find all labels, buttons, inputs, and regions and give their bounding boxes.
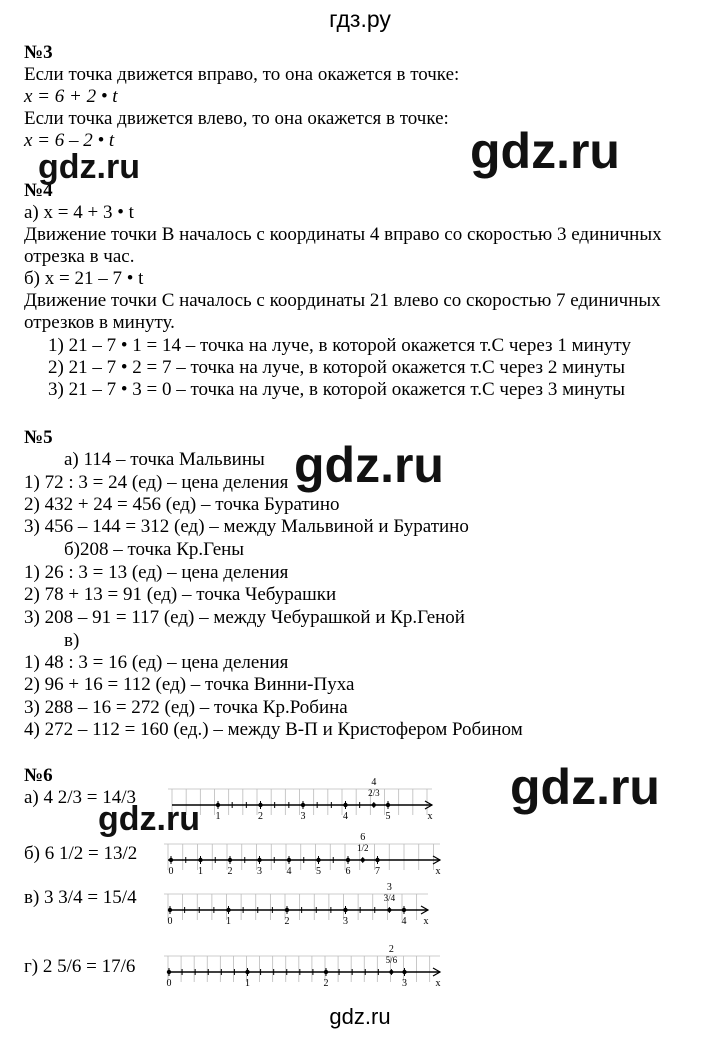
number-line <box>164 832 441 877</box>
tick-dot <box>198 858 202 862</box>
task4-line: 2) 21 – 7 • 2 = 7 – точка на луче, в которой окажется т.С через 2 минуты <box>48 357 625 378</box>
tick-label: 5 <box>316 866 321 877</box>
task3-title: №3 <box>24 42 53 63</box>
watermark: gdz.ru <box>510 759 660 815</box>
tick-label: 3 <box>402 978 407 989</box>
task4-line: 1) 21 – 7 • 1 = 14 – точка на луче, в которой окажется т.С через 1 минуту <box>48 335 631 356</box>
task6-row-label: г) 2 5/6 = 17/6 <box>24 956 136 977</box>
tick-dot <box>285 908 289 912</box>
task6-title: №6 <box>24 765 53 786</box>
point-whole-label: 2 <box>388 944 394 955</box>
tick-dot <box>402 908 406 912</box>
point-marker <box>372 803 376 807</box>
tick-dot <box>226 908 230 912</box>
point-fraction-label: 3/4 <box>383 893 396 903</box>
task5-line: в) <box>64 630 80 651</box>
tick-label: 2 <box>284 916 290 927</box>
task6-row-label: б) 6 1/2 = 13/2 <box>24 843 138 864</box>
task5-line: 2) 96 + 16 = 112 (ед) – точка Винни-Пуха <box>24 674 355 695</box>
point-whole-label: 4 <box>371 777 377 788</box>
tick-dot <box>245 970 249 974</box>
task5-line: 2) 78 + 13 = 91 (ед) – точка Чебурашки <box>24 584 337 605</box>
watermark: gdz.ru <box>470 123 620 179</box>
tick-label: 2 <box>227 866 233 877</box>
tick-label: 1 <box>245 978 250 989</box>
tick-label: 4 <box>286 866 292 877</box>
tick-dot <box>169 858 173 862</box>
tick-label: 1 <box>215 811 221 822</box>
task4-line: а) x = 4 + 3 • t <box>24 202 134 223</box>
axis-label: x <box>435 978 441 989</box>
point-whole-label: 3 <box>386 882 392 893</box>
tick-label: 3 <box>257 866 262 877</box>
tick-label: 3 <box>300 811 306 822</box>
task6-row-label: а) 4 2/3 = 14/3 <box>24 787 137 808</box>
point-marker <box>361 858 365 862</box>
site-header: гдз.ру <box>329 6 391 32</box>
tick-label: 1 <box>226 916 231 927</box>
tick-label: 7 <box>375 866 380 877</box>
tick-label: 6 <box>345 866 351 877</box>
task5-title: №5 <box>24 427 53 448</box>
watermark: gdz.ru <box>38 148 140 186</box>
tick-dot <box>324 970 328 974</box>
task3-line: x = 6 + 2 • t <box>24 86 118 107</box>
site-footer-watermark: gdz.ru <box>329 1004 391 1029</box>
task3-line: Если точка движется вправо, то она окажется в точке: <box>24 64 460 85</box>
task4-line: 3) 21 – 7 • 3 = 0 – точка на луче, в которой окажется т.С через 3 минуты <box>48 379 625 400</box>
tick-label: 1 <box>198 866 203 877</box>
task4-line: Движение точки С началось с координаты 21 влево со скоростью 7 единичных <box>24 290 661 311</box>
task3-line: Если точка движется влево, то она окажется в точке: <box>24 108 449 129</box>
axis-label: x <box>423 916 429 927</box>
point-fraction-label: 2/3 <box>368 788 380 798</box>
tick-dot <box>343 908 347 912</box>
tick-label: 2 <box>323 978 329 989</box>
task5-line: 1) 48 : 3 = 16 (ед) – цена деления <box>24 652 289 673</box>
tick-dot <box>375 858 379 862</box>
task5-line: 2) 432 + 24 = 456 (ед) – точка Буратино <box>24 494 340 515</box>
task4-line: Движение точки В началось с координаты 4 вправо со скоростью 3 единичных <box>24 224 662 245</box>
point-fraction-label: 1/2 <box>356 843 369 853</box>
point-fraction-label: 5/6 <box>385 955 398 965</box>
tick-dot <box>168 908 172 912</box>
number-line <box>164 944 441 989</box>
task4-line: б) x = 21 – 7 • t <box>24 268 144 289</box>
tick-dot <box>216 803 220 807</box>
point-marker <box>389 970 393 974</box>
point-marker <box>387 908 391 912</box>
number-line <box>168 777 433 822</box>
tick-label: 4 <box>343 811 348 822</box>
tick-dot <box>167 970 171 974</box>
axis-label: x <box>427 811 433 822</box>
tick-label: 0 <box>167 916 173 927</box>
task5-line: 3) 288 – 16 = 272 (ед) – точка Кр.Робина <box>24 697 348 718</box>
tick-dot <box>346 858 350 862</box>
tick-dot <box>287 858 291 862</box>
tick-dot <box>343 803 347 807</box>
task6-row-label: в) 3 3/4 = 15/4 <box>24 887 137 908</box>
task4-title: №4 <box>24 180 53 201</box>
watermark: gdz.ru <box>294 437 444 493</box>
tick-dot <box>228 858 232 862</box>
tick-label: 5 <box>385 811 391 822</box>
tick-dot <box>402 970 406 974</box>
axis-label: x <box>435 866 441 877</box>
tick-dot <box>258 803 262 807</box>
watermark: gdz.ru <box>98 800 200 838</box>
task5-line: 4) 272 – 112 = 160 (ед.) – между В-П и Кристофером Робином <box>24 719 523 740</box>
task4-line: отрезков в минуту. <box>24 312 175 333</box>
task3-line: x = 6 – 2 • t <box>24 130 115 151</box>
number-line <box>164 882 429 927</box>
tick-label: 0 <box>166 978 172 989</box>
task5-line: 3) 208 – 91 = 117 (ед) – между Чебурашкой и Кр.Геной <box>24 607 465 628</box>
task5-line: б)208 – точка Кр.Гены <box>64 539 245 560</box>
tick-dot <box>301 803 305 807</box>
tick-label: 2 <box>258 811 263 822</box>
tick-label: 4 <box>401 916 407 927</box>
task5-line: 1) 26 : 3 = 13 (ед) – цена деления <box>24 562 289 583</box>
tick-label: 3 <box>343 916 348 927</box>
tick-dot <box>386 803 390 807</box>
tick-dot <box>316 858 320 862</box>
task4-line: отрезка в час. <box>24 246 135 267</box>
task5-line: а) 114 – точка Мальвины <box>64 449 265 470</box>
task5-line: 3) 456 – 144 = 312 (ед) – между Мальвиной и Буратино <box>24 516 469 537</box>
point-whole-label: 6 <box>360 832 366 843</box>
task5-line: 1) 72 : 3 = 24 (ед) – цена деления <box>24 472 289 493</box>
tick-dot <box>257 858 261 862</box>
tick-label: 0 <box>168 866 174 877</box>
